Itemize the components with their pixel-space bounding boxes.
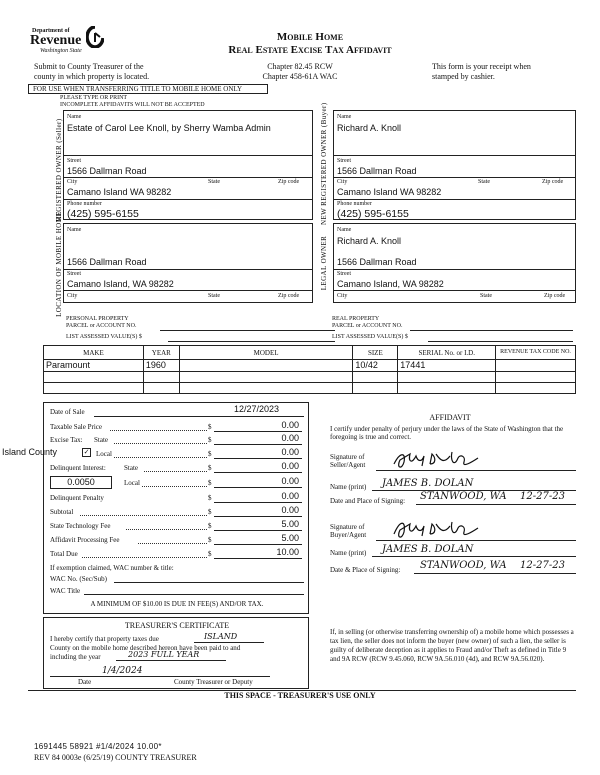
chapter-wac: Chapter 458-61A WAC <box>262 72 338 81</box>
treasurer-use-only: THIS SPACE - TREASURER'S USE ONLY <box>224 691 376 700</box>
location-zip-label: Zip code <box>278 293 300 299</box>
buyer-signature <box>392 518 482 542</box>
treasurer-certificate-box <box>43 617 309 689</box>
local-checkbox[interactable]: ✓ <box>83 448 90 456</box>
buyer-place: STANWOOD, WA <box>420 560 507 571</box>
seller-sig-label-1: Signature of <box>330 453 365 461</box>
seller-name-value: Estate of Carol Lee Knoll, by Sherry Wamba Admin <box>67 123 271 133</box>
legal-owner-side-label: LEGAL OWNER <box>320 235 328 291</box>
treasurer-by-label: County Treasurer or Deputy <box>174 678 253 686</box>
vehicle-row <box>44 372 576 383</box>
seller-state-label: State <box>208 179 220 185</box>
location-box <box>63 223 313 303</box>
dor-logo <box>30 24 106 60</box>
seller-city-label: City <box>67 179 78 185</box>
minimum-due-note: A MINIMUM OF $10.00 IS DUE IN FEE(S) AND/OR TAX. <box>90 600 264 608</box>
buyer-street-value: 1566 Dallman Road <box>337 166 417 176</box>
vehicle-model <box>179 360 353 372</box>
col-revenue-code: REVENUE TAX CODE NO. <box>496 346 576 360</box>
seller-place: STANWOOD, WA <box>420 491 507 502</box>
wac-title-label: WAC Title <box>50 587 81 595</box>
buyer-side-label: NEW REGISTERED OWNER (Buyer) <box>320 102 328 225</box>
subtotal-value: 0.00 <box>281 505 299 515</box>
personal-parcel-label: PARCEL or ACCOUNT NO. <box>66 323 137 329</box>
vehicle-row <box>44 383 576 394</box>
seller-date-place-label: Date and Place of Signing: <box>330 497 406 505</box>
real-assessed-label: LIST ASSESSED VALUE(S) $ <box>332 334 408 340</box>
buyer-city-value: Camano Island WA 98282 <box>337 187 442 197</box>
personal-assessed-label: LIST ASSESSED VALUE(S) $ <box>66 334 142 340</box>
legal-owner-box <box>333 223 576 303</box>
legal-owner-zip-label: Zip code <box>544 293 566 299</box>
location-street-fill: 1566 Dallman Road <box>67 257 147 267</box>
legal-owner-city-fill: Camano Island, WA 98282 <box>337 279 444 289</box>
submit-line-1: Submit to County Treasurer of the <box>34 62 144 71</box>
vehicle-year: 1960 <box>143 360 179 372</box>
buyer-name-print: JAMES B. DOLAN <box>382 544 474 555</box>
vehicle-row <box>44 360 576 372</box>
treasurer-date-label: Date <box>78 678 92 686</box>
vehicle-revenue-code <box>496 360 576 372</box>
date-of-sale-label: Date of Sale <box>50 408 85 416</box>
taxable-value: 0.00 <box>281 420 299 430</box>
delinquent-interest-label: Delinquent Interest: <box>50 464 106 472</box>
county-label: Island County <box>2 447 58 457</box>
treasurer-line-3: including the year <box>50 653 101 661</box>
legal-owner-street-label: Street <box>337 271 351 277</box>
treasurer-heading: TREASURER'S CERTIFICATE <box>124 621 230 630</box>
logo-dept-text: Department of <box>32 28 70 34</box>
buyer-phone-value: (425) 595-6155 <box>337 208 409 220</box>
seller-box <box>63 110 313 220</box>
legal-owner-city-label: City <box>337 293 348 299</box>
vehicle-serial: 17441 <box>398 360 496 372</box>
form-number: REV 84 0003e (6/25/19) COUNTY TREASURER <box>34 753 197 762</box>
buyer-name-value: Richard A. Knoll <box>337 123 402 133</box>
chapter-rcw: Chapter 82.45 RCW <box>267 62 333 71</box>
total-due-label: Total Due <box>50 550 78 558</box>
buyer-sig-label-1: Signature of <box>330 523 365 531</box>
seller-side-label: REGISTERED OWNER (Seller) <box>55 118 63 222</box>
seller-zip-label: Zip code <box>278 179 300 185</box>
buyer-date: 12-27-23 <box>520 560 565 571</box>
penalty-label: Delinquent Penalty <box>50 494 104 502</box>
location-side-label: LOCATION OF MOBILE HOME <box>55 211 63 317</box>
buyer-name-print-label: Name (print) <box>330 549 367 557</box>
location-city-label: City <box>67 293 78 299</box>
buyer-name-label: Name <box>337 114 352 120</box>
seller-street-label: Street <box>67 158 81 164</box>
vehicle-make: Paramount <box>44 360 144 372</box>
personal-property-label: PERSONAL PROPERTY <box>66 316 129 322</box>
excise-local-label: Local <box>96 450 112 458</box>
location-city-fill: Camano Island, WA 98282 <box>67 279 174 289</box>
receipt-line-2: stamped by cashier. <box>432 72 495 81</box>
subtotal-label: Subtotal <box>50 508 74 516</box>
legal-owner-street-fill: 1566 Dallman Road <box>337 257 417 267</box>
real-parcel-label: PARCEL or ACCOUNT NO. <box>332 323 403 329</box>
treasurer-line-1: I hereby certify that property taxes due <box>50 635 159 643</box>
receipt-line-1: This form is your receipt when <box>432 62 531 71</box>
col-model: MODEL <box>179 346 353 360</box>
transfer-only-banner: FOR USE WHEN TRANSFERRING TITLE TO MOBILE HOME ONLY <box>28 84 268 94</box>
form-title-1: Mobile Home <box>276 31 344 43</box>
col-size: SIZE <box>353 346 398 360</box>
seller-date: 12-27-23 <box>520 491 565 502</box>
buyer-zip-label: Zip code <box>542 179 564 185</box>
penalty-value: 0.00 <box>281 491 299 501</box>
taxable-label: Taxable Sale Price <box>50 423 102 431</box>
treasurer-year-fill: 2023 FULL YEAR <box>128 650 200 659</box>
seller-name-label: Name <box>67 114 82 120</box>
location-state-label: State <box>208 293 220 299</box>
logo-state-text: Washington State <box>40 48 82 54</box>
excise-state-value: 0.00 <box>281 433 299 443</box>
wac-no-label: WAC No. (Sec/Sub) <box>50 575 107 583</box>
please-type-note: PLEASE TYPE OR PRINT <box>60 95 128 101</box>
buyer-phone-label: Phone number <box>337 201 372 207</box>
legal-owner-state-label: State <box>480 293 492 299</box>
vehicle-table <box>43 345 576 394</box>
tech-fee-value: 5.00 <box>281 519 299 529</box>
col-serial: SERIAL No. or I.D. <box>398 346 496 360</box>
seller-street-value: 1566 Dallman Road <box>67 166 147 176</box>
seller-phone-value: (425) 595-6155 <box>67 208 139 220</box>
delinquent-local-value: 0.00 <box>281 476 299 486</box>
excise-state-label: State <box>94 436 108 444</box>
treasurer-county-fill: ISLAND <box>204 632 238 641</box>
seller-phone-label: Phone number <box>67 201 102 207</box>
logo-revenue-text: Revenue <box>30 33 82 48</box>
seller-sig-label-2: Seller/Agent <box>330 461 366 469</box>
buyer-state-label: State <box>478 179 490 185</box>
seller-name-print-label: Name (print) <box>330 483 367 491</box>
affidavit-fee-value: 5.00 <box>281 533 299 543</box>
buyer-date-place-label: Date & Place of Signing: <box>330 566 401 574</box>
legal-owner-name-label: Name <box>337 227 352 233</box>
tech-fee-label: State Technology Fee <box>50 522 111 530</box>
vehicle-header-row <box>44 346 576 360</box>
seller-signature <box>392 450 482 472</box>
tax-calculation-box: Date of Sale 12/27/2023 Taxable Sale Price $ 0.00 Excise Tax: State $ 0.00 ✓ Local $ 0.00 Delinquent Interest: State $ 0.00 0.0050 Local $ 0.00 Delinquent Penalty $ 0.00 Subtotal $ 0.00 State Technology Fee $ 5.00 Affidavit Processing Fee $ 5.00 Total Due $ 10.00 If exemption claimed, WAC number & title: WAC No. (Sec/Sub) WAC Title A MINIMUM OF $10.00 IS DUE IN FEE(S) AND/OR TAX. <box>43 402 309 614</box>
affidavit-fee-label: Affidavit Processing Fee <box>50 536 120 544</box>
col-make: MAKE <box>44 346 144 360</box>
buyer-street-label: Street <box>337 158 351 164</box>
delinquent-state-value: 0.00 <box>281 461 299 471</box>
excise-label: Excise Tax: <box>50 436 83 444</box>
seller-name-print: JAMES B. DOLAN <box>382 478 474 489</box>
vehicle-size: 10/42 <box>353 360 398 372</box>
local-rate-box: 0.0050 <box>50 476 112 489</box>
treasurer-date-fill: 1/4/2024 <box>102 666 143 676</box>
real-property-label: REAL PROPERTY <box>332 316 380 322</box>
date-of-sale-value: 12/27/2023 <box>234 404 280 414</box>
incomplete-note: INCOMPLETE AFFIDAVITS WILL NOT BE ACCEPTED <box>60 102 205 108</box>
treasurer-line-2: County on the mobile home described hereon have been paid to and <box>50 644 241 652</box>
location-name-label: Name <box>67 227 82 233</box>
col-year: YEAR <box>143 346 179 360</box>
submit-line-2: county in which property is located. <box>34 72 150 81</box>
affidavit-heading: AFFIDAVIT <box>429 413 471 422</box>
affidavit-text: I certify under penalty of perjury under the laws of the State of Washington that the foregoing is true and correct. <box>330 425 564 441</box>
buyer-city-label: City <box>337 179 348 185</box>
seller-city-value: Camano Island WA 98282 <box>67 187 172 197</box>
delinquent-state-label: State <box>124 464 138 472</box>
buyer-sig-label-2: Buyer/Agent <box>330 531 367 539</box>
buyer-box <box>333 110 576 220</box>
delinquent-local-label: Local <box>124 479 140 487</box>
location-street-label: Street <box>67 271 81 277</box>
receipt-stamp: 1691445 58921 #1/4/2024 10.00* <box>34 742 162 751</box>
excise-local-value: 0.00 <box>281 447 299 457</box>
tax-lien-warning: If, in selling (or otherwise transferring ownership of) a mobile home which possesses a tax lien, the seller does not inform the buyer (new owner) of such a lien, the seller is guilty of deliberate deception as it applies to Fraud and/or Theft as defined in Title 9 and 9A RCW (RCW 9.45.060, RCW 9A.56.010 (4d), and RCW 9A.56.020). <box>330 628 574 663</box>
form-title-2: Real Estate Excise Tax Affidavit <box>228 44 392 56</box>
total-due-value: 10.00 <box>276 547 299 557</box>
exemption-note: If exemption claimed, WAC number & title: <box>50 564 174 572</box>
logo-swoosh-icon <box>86 26 104 48</box>
legal-owner-name-value: Richard A. Knoll <box>337 236 402 246</box>
